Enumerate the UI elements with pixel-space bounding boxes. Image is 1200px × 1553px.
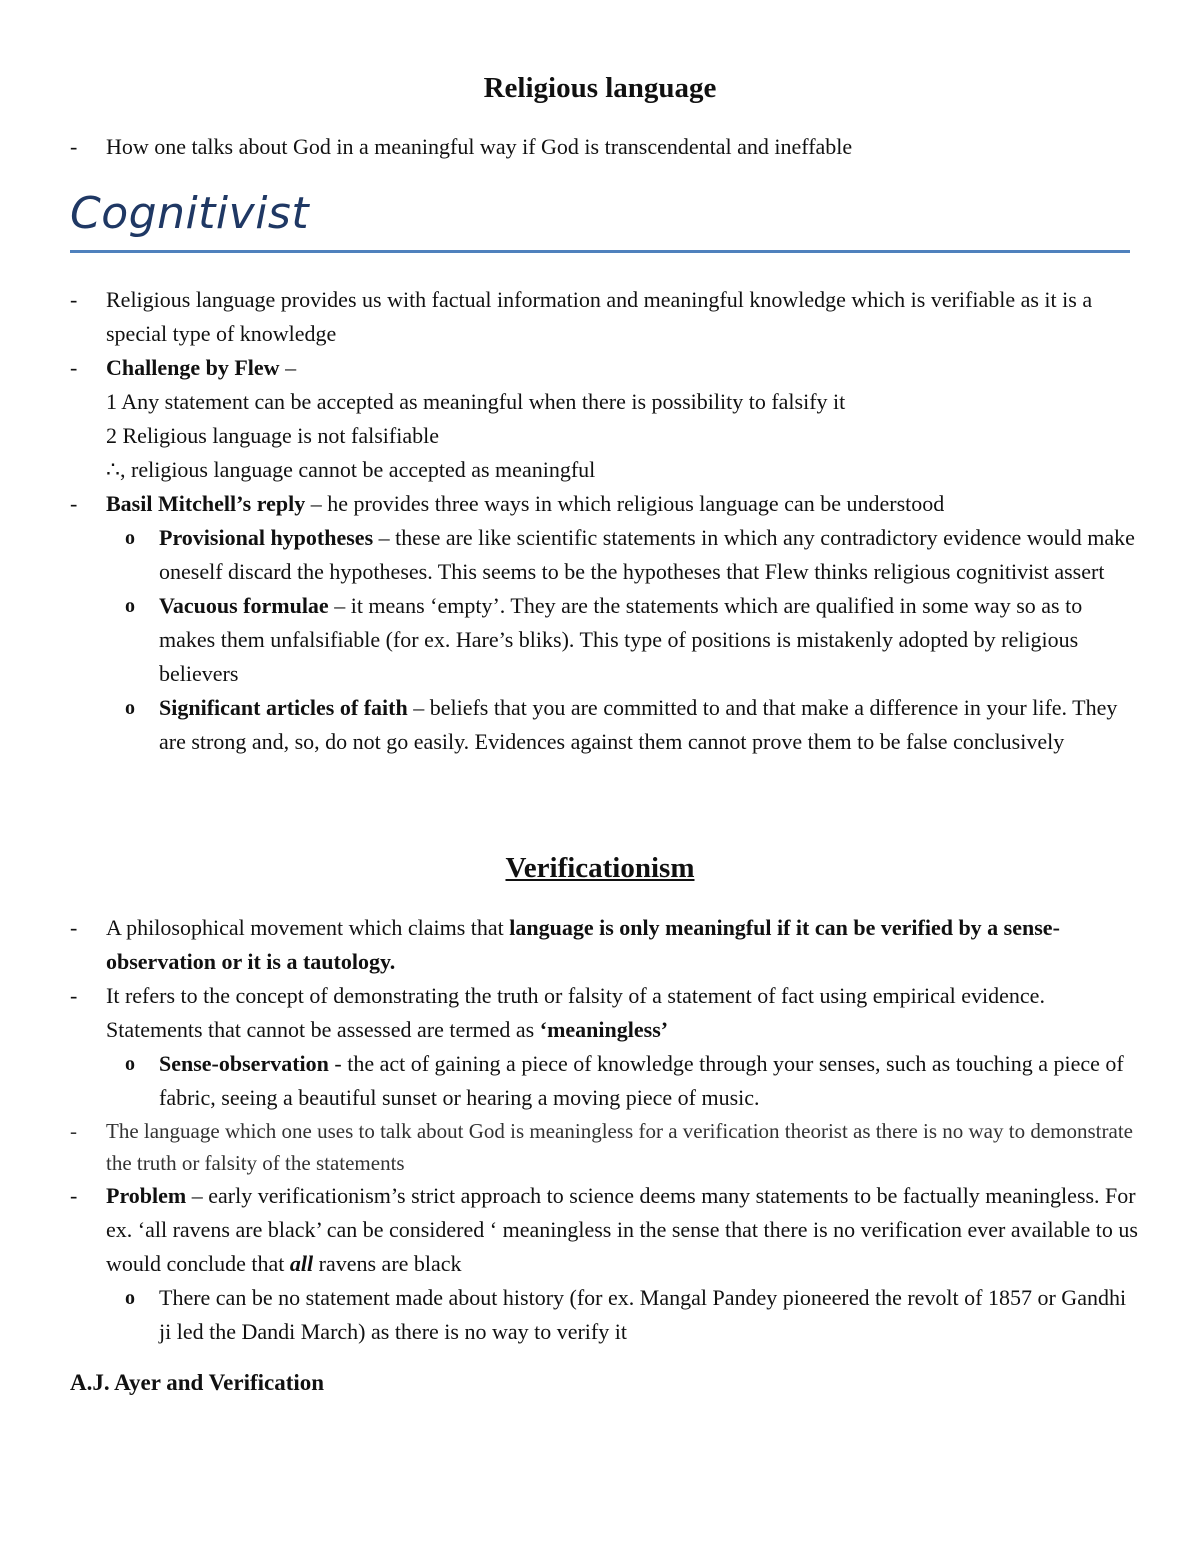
verif-p2-text: It refers to the concept of demonstrating the truth or falsity of a statement of fact using empirical evidence. Statements that cannot be assessed are termed as	[106, 983, 1045, 1042]
verif-p1-text: A philosophical movement which claims that	[106, 915, 510, 940]
circle-bullet-icon: o	[125, 1287, 135, 1309]
list-item	[70, 283, 1140, 351]
flew-point-2: 2 Religious language is not falsifiable	[106, 423, 439, 448]
dash-bullet: -	[70, 1119, 77, 1143]
dash-bullet: -	[70, 1183, 78, 1208]
sub-list-item	[70, 691, 1140, 759]
heading-rule	[70, 250, 1130, 253]
problem-text: – early verificationism’s strict approach to science deems many statements to be factually meaningless. For ex. ‘all ravens are black’ can be considered ‘ meaningless in the sense that there is no verification ever available to us would conclude that	[106, 1183, 1138, 1276]
flew-suffix: –	[279, 355, 297, 380]
problem-italic: all	[289, 1251, 314, 1276]
list-item	[70, 911, 1140, 979]
sub1-text: – these are like scientific statements in which any contradictory evidence would make oneself discard the hypotheses. This seems to be the hypotheses that Flew thinks religious cognitivist assert	[159, 525, 1135, 584]
sub-list-item	[70, 589, 1140, 691]
flew-label: Challenge by Flew	[106, 355, 280, 380]
dash-bullet: -	[70, 491, 78, 516]
sub3-label: Significant articles of faith	[159, 695, 408, 720]
ayer-heading: A.J. Ayer and Verification	[70, 1370, 325, 1395]
cognitivist-p1: Religious language provides us with factual information and meaningful knowledge which is verifiable as it is a special type of knowledge	[106, 287, 1093, 346]
intro-text: How one talks about God in a meaningful way if God is transcendental and ineffable	[106, 134, 853, 159]
circle-bullet-icon: o	[125, 1053, 135, 1075]
sense-text: - the act of gaining a piece of knowledge through your senses, such as touching a piece of fabric, seeing a beautiful sunset or hearing a moving piece of music.	[159, 1051, 1124, 1110]
page-title: Religious language	[483, 72, 717, 104]
list-item	[70, 351, 1140, 385]
sub2-label: Vacuous formulae	[159, 593, 329, 618]
sub3-text: – beliefs that you are committed to and that make a difference in your life. They are strong and, so, do not go easily. Evidences against them cannot prove them to be false conclusively	[159, 695, 1118, 754]
cognitivist-section	[70, 283, 1140, 759]
cognitivist-heading: Cognitivist	[70, 188, 310, 239]
history-text: There can be no statement made about history (for ex. Mangal Pandey pioneered the revolt of 1857 or Gandhi ji led the Dandi March) as there is no way to verify it	[159, 1285, 1127, 1344]
circle-bullet-icon: o	[125, 595, 135, 617]
flew-point-3: ∴, religious language cannot be accepted as meaningful	[106, 457, 596, 482]
circle-bullet-icon: o	[125, 527, 135, 549]
dash-bullet: -	[70, 287, 78, 312]
dash-bullet: -	[70, 915, 78, 940]
dash-bullet: -	[70, 355, 78, 380]
list-item	[70, 1115, 1140, 1179]
sub2-text: – it means ‘empty’. They are the statements which are qualified in some way so as to makes them unfalsifiable (for ex. Hare’s bliks). This type of positions is mistakenly adopted by religious believers	[159, 593, 1083, 686]
mitchell-text: – he provides three ways in which religious language can be understood	[305, 491, 945, 516]
verificationism-heading: Verificationism	[505, 852, 695, 884]
dash-bullet: -	[70, 983, 78, 1008]
circle-bullet-icon: o	[125, 697, 135, 719]
list-item	[70, 979, 1140, 1047]
verif-p1-bold: language is only meaningful if it can be verified by a sense-observation or it is a tautology.	[106, 915, 1060, 974]
verif-p3: The language which one uses to talk about God is meaningless for a verification theorist as there is no way to demonstrate the truth or falsity of the statements	[106, 1119, 1133, 1175]
sub-list-item	[70, 521, 1140, 589]
intro-block	[70, 130, 1140, 164]
problem-label: Problem	[106, 1183, 187, 1208]
flew-point-1: 1 Any statement can be accepted as meaningful when there is possibility to falsify it	[106, 389, 846, 414]
mitchell-label: Basil Mitchell’s reply	[106, 491, 306, 516]
list-item	[70, 130, 1140, 164]
sub-list-item	[70, 1047, 1140, 1115]
verificationism-section	[70, 911, 1140, 1349]
sub1-label: Provisional hypotheses	[159, 525, 374, 550]
sense-label: Sense-observation	[159, 1051, 329, 1076]
verif-p2-bold: ‘meaningless’	[539, 1017, 669, 1042]
problem-end: ravens are black	[313, 1251, 462, 1276]
dash-bullet: -	[70, 134, 78, 159]
list-item	[70, 1179, 1140, 1281]
list-item	[70, 487, 1140, 521]
sub-list-item	[70, 1281, 1140, 1349]
